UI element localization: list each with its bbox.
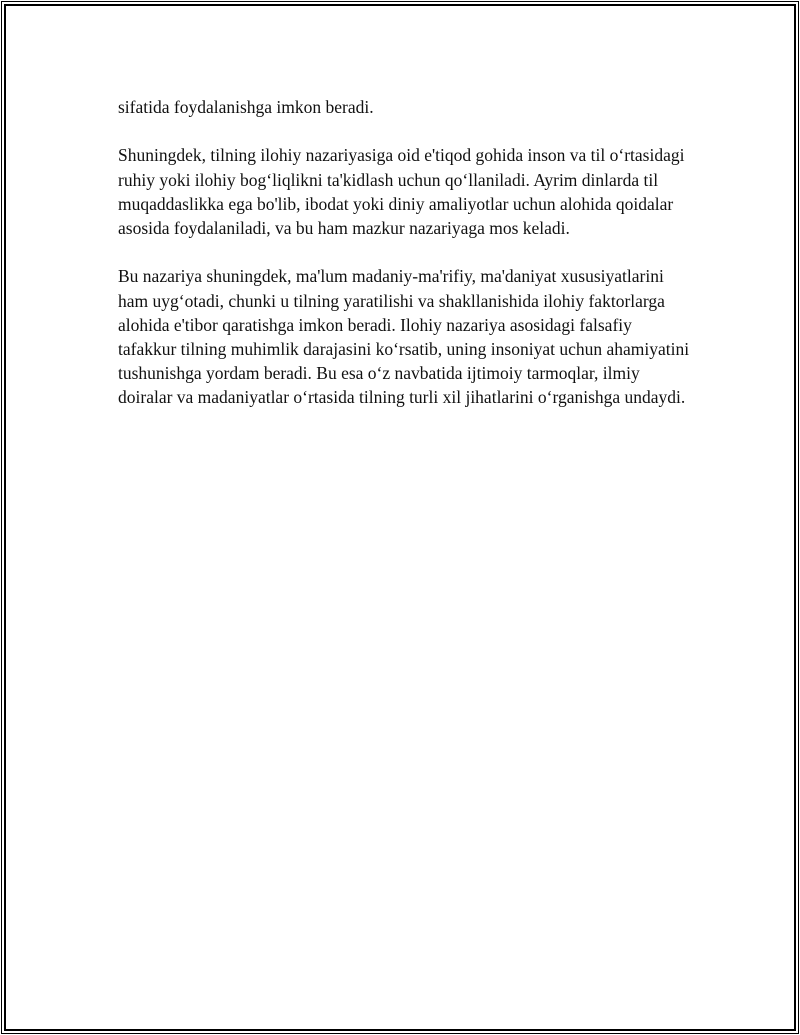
document-body (118, 95, 693, 410)
paragraph-continuation: sifatida foydalanishga imkon beradi. (118, 97, 374, 117)
paragraph-sacred-language: Shuningdek, tilning ilohiy nazariyasiga oid e'tiqod gohida inson va til o‘rtasidagi ruhiy yoki ilohiy bog‘liqlikni ta'kidlash uchun qo‘llaniladi. Ayrim dinlarda til muqaddaslikka ega bo'lib, ibodat yoki diniy amaliyotlar uchun alohida qoidalar asosida foydalaniladi, va bu ham mazkur nazariyaga mos keladi. (118, 145, 685, 238)
document-page (4, 4, 796, 1031)
paragraph-cultural-significance: Bu nazariya shuningdek, ma'lum madaniy-ma'rifiy, ma'daniyat xususiyatlarini ham uyg‘otadi, chunki u tilning yaratilishi va shakllanishida ilohiy faktorlarga alohida e'tibor qaratishga imkon beradi. Ilohiy nazariya asosidagi falsafiy tafakkur tilning muhimlik darajasini ko‘rsatib, uning insoniyat uchun ahamiyatini tushunishga yordam beradi. Bu esa o‘z navbatida ijtimoiy tarmoqlar, ilmiy doiralar va madaniyatlar o‘rtasida tilning turli xil jihatlarini o‘rganishga undaydi. (118, 266, 690, 408)
